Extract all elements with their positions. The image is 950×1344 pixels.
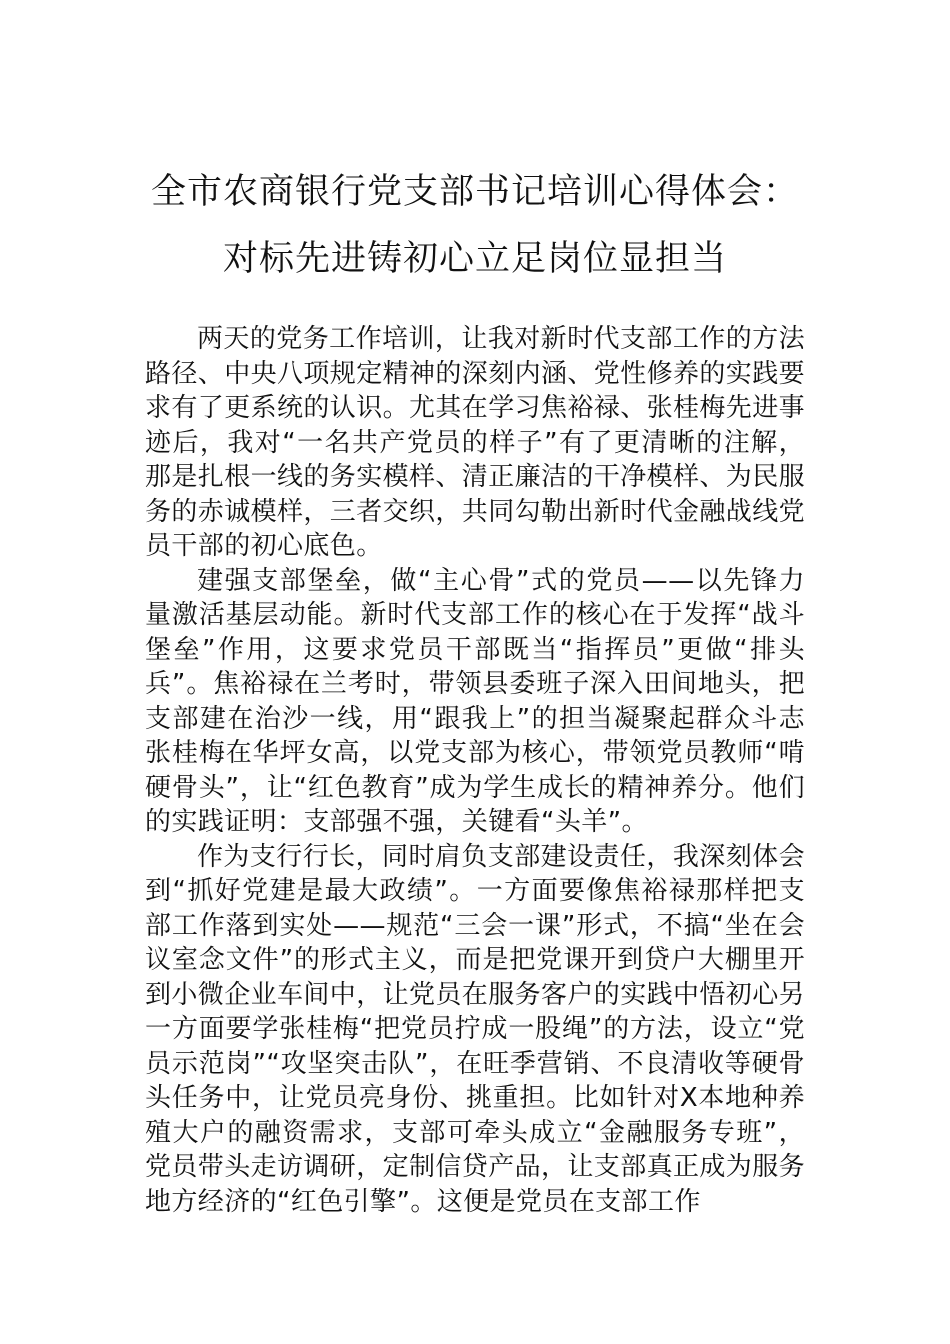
document-title-line-2: 对标先进铸初心立足岗位显担当 xyxy=(222,239,727,279)
paragraph-2: 建强支部堡垒，做“主心骨”式的党员——以先锋力量激活基层动能。新时代支部工作的核心在于发挥“战斗堡垒”作用，这要求党员干部既当“指挥员”更做“排头兵”。焦裕禄在兰考时，带领县委班子深入田间地头，把支部建在治沙一线，用“跟我上”的担当凝聚起群众斗志张桂梅在华坪女高，以党支部为核心，带领党员教师“啃硬骨头”，让“红色教育”成为学生成长的精神养分。他们的实践证明：支部强不强，关键看“头羊”。 xyxy=(145,565,805,837)
paragraph-1: 两天的党务工作培训，让我对新时代支部工作的方法路径、中央八项规定精神的深刻内涵、党性修养的实践要求有了更系统的认识。尤其在学习焦裕禄、张桂梅先进事迹后，我对“一名共产党员的样子”有了更清晰的注解，那是扎根一线的务实模样、清正廉洁的干净模样、为民服务的赤诚模样，三者交织，共同勾勒出新时代金融战线党员干部的初心底色。 xyxy=(145,324,806,561)
document-title-line-1: 全市农商银行党支部书记培训心得体会： xyxy=(150,172,799,212)
document-body xyxy=(145,322,805,1219)
paragraph-3: 作为支行行长，同时肩负支部建设责任，我深刻体会到“抓好党建是最大政绩”。一方面要像焦裕禄那样把支部工作落到实处——规范“三会一课”形式，不搞“坐在会议室念文件”的形式主义，而是把党课开到贷户大棚里开到小微企业车间中，让党员在服务客户的实践中悟初心另一方面要学张桂梅“把党员拧成一股绳”的方法，设立“党员示范岗”“攻坚突击队”，在旺季营销、不良清收等硬骨头任务中，让党员亮身份、挑重担。比如针对X本地种养殖大户的融资需求，支部可牵头成立“金融服务专班”，党员带头走访调研，定制信贷产品，让支部真正成为服务地方经济的“红色引擎”。这便是党员在支部工作 xyxy=(145,841,806,1217)
